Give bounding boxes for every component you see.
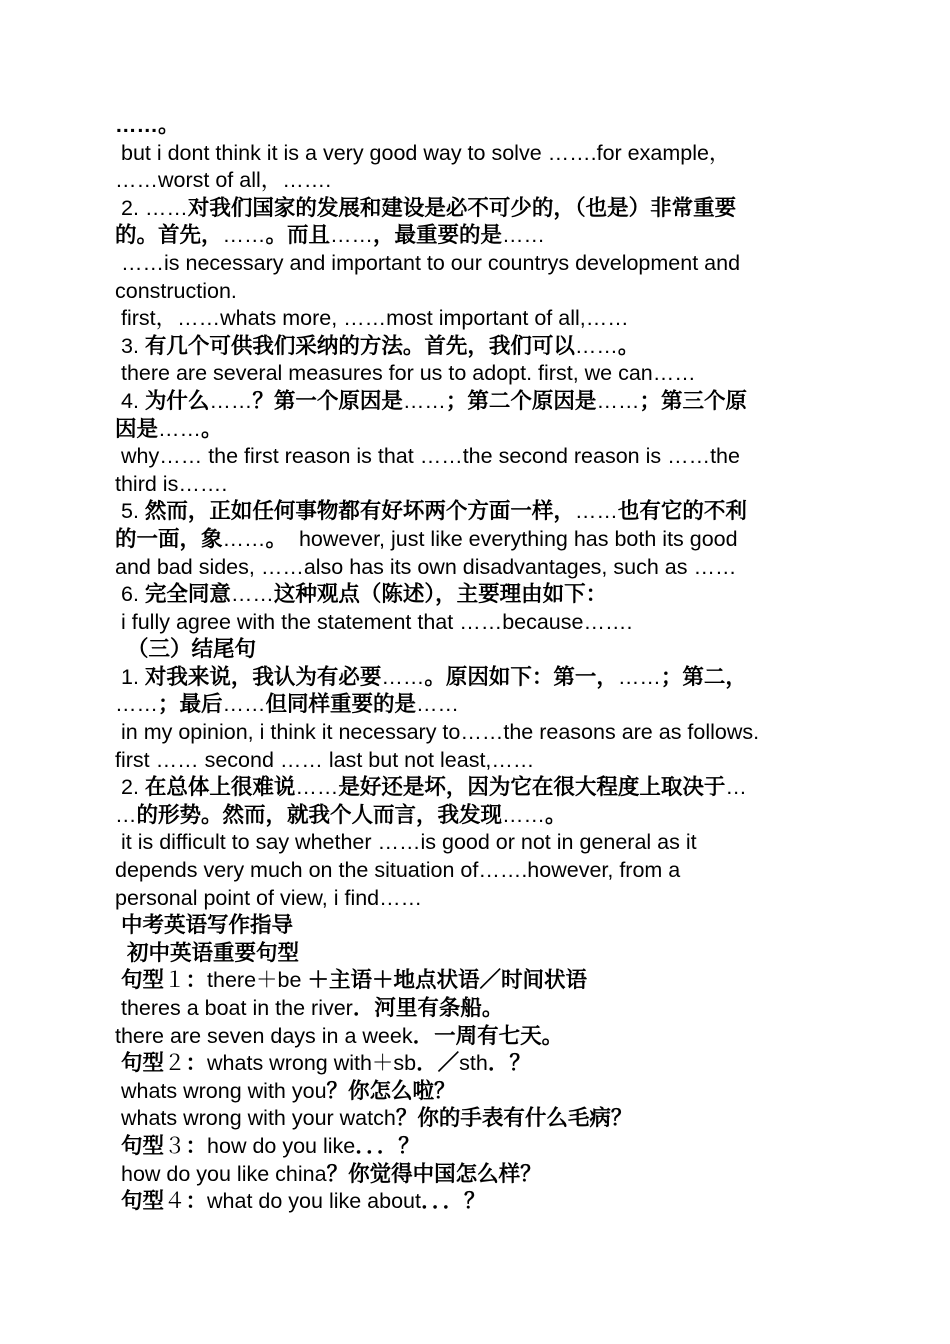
text-line	[115, 1133, 840, 1161]
text-line	[115, 554, 840, 582]
text-run: 中考英语写作指导	[115, 913, 293, 938]
text-run: whats wrong with you	[115, 1078, 327, 1103]
text-run: ……	[596, 388, 640, 413]
text-line	[115, 167, 840, 195]
text-run: ……	[416, 692, 460, 717]
text-run: 6.	[115, 582, 145, 607]
text-run: 的形势。然而，就我个人而言，我发现	[136, 802, 503, 827]
text-line	[115, 1050, 840, 1078]
text-run: ……	[617, 664, 661, 689]
text-run: 。而且	[265, 223, 331, 248]
text-run: ：	[185, 968, 208, 993]
text-run: ……	[574, 499, 618, 524]
text-run: 句型	[115, 1051, 164, 1076]
text-run: how do you like	[207, 1133, 356, 1158]
text-run: ……	[222, 692, 266, 717]
text-line	[115, 140, 840, 168]
text-run: 。	[617, 333, 640, 358]
text-run: why…… the first reason is that ……the second reason is ……the	[115, 444, 740, 469]
text-run: 但同样重要的是	[265, 692, 417, 717]
text-line	[115, 1188, 840, 1216]
text-run: 1.	[115, 664, 145, 689]
text-line	[115, 912, 840, 940]
text-line	[115, 1161, 840, 1189]
text-run: ４	[164, 1189, 186, 1214]
text-line	[115, 967, 840, 995]
text-run: 完全同意	[144, 582, 231, 607]
text-line	[115, 664, 840, 692]
text-line	[115, 885, 840, 913]
text-run: ……	[230, 582, 274, 607]
text-line	[115, 195, 840, 223]
text-run: ：	[185, 1133, 208, 1158]
text-run: there are seven days in a week	[115, 1023, 413, 1048]
text-run: 为什么	[144, 388, 210, 413]
text-run: how do you like china	[115, 1161, 327, 1186]
text-line	[115, 1105, 840, 1133]
text-run: however, just like everything has both its good	[287, 526, 738, 551]
text-run: ．．．？	[420, 1189, 486, 1214]
text-run: in my opinion, i think it necessary to……the reasons are as follows.	[115, 720, 760, 745]
text-run: 对我们国家的发展和建设是必不可少的，（也是）非常重要	[187, 195, 737, 220]
text-run: 句型	[115, 1189, 164, 1214]
text-run: third is…….	[115, 471, 228, 496]
text-run: 然而，正如任何事物都有好坏两个方面一样，	[144, 499, 575, 524]
text-run: 3.	[115, 333, 145, 358]
text-run: 。	[201, 416, 223, 441]
text-run: ．．．？	[355, 1133, 420, 1158]
text-run: 也有它的不利	[617, 499, 747, 524]
text-run: theres a boat in the river	[115, 996, 353, 1020]
text-run: it is difficult to say whether ……is good or not in general as it	[115, 830, 697, 855]
text-run: ．河里有条船。	[352, 996, 504, 1020]
text-run: first，……whats more, ……most important of all,……	[115, 306, 629, 331]
text-run: 是好还是坏，因为它在很大程度上取决于	[338, 775, 726, 800]
text-line	[115, 471, 840, 499]
text-run: ；最后	[158, 692, 223, 717]
text-line	[115, 250, 840, 278]
text-run: there are several measures for us to adopt. first, we can……	[115, 361, 696, 386]
text-run: 句型	[115, 1133, 164, 1158]
text-run: 2. ……	[115, 195, 188, 220]
text-line	[115, 498, 840, 526]
text-line	[115, 691, 840, 719]
text-run: ？你觉得中国怎么样？	[326, 1161, 542, 1186]
text-run: ……	[115, 692, 158, 717]
text-run: …	[115, 802, 137, 827]
text-run: ……	[222, 223, 266, 248]
text-run: ．／	[416, 1051, 460, 1076]
text-line	[115, 278, 840, 306]
text-run: ……worst of all，…….	[115, 168, 332, 193]
text-line	[115, 112, 840, 140]
text-run: sth	[459, 1051, 488, 1076]
text-run: 对我来说，我认为有必要	[144, 664, 382, 689]
text-run: ……	[502, 223, 546, 248]
text-run: ．？	[487, 1051, 531, 1076]
text-run: construction.	[115, 278, 237, 303]
text-run: ：	[185, 1051, 208, 1076]
text-line	[115, 609, 840, 637]
text-run: 。	[265, 526, 288, 551]
text-run: 。	[545, 802, 567, 827]
text-run: 4.	[115, 388, 145, 413]
text-run: 句型	[115, 968, 164, 993]
text-run: ……	[502, 802, 546, 827]
text-run: whats wrong with your watch	[115, 1106, 396, 1131]
text-run: i fully agree with the statement that ……because…….	[115, 609, 633, 634]
text-run: depends very much on the situation of…….however, from a	[115, 858, 681, 883]
text-run: what do you like about	[207, 1189, 421, 1214]
text-run: 2.	[115, 775, 145, 800]
text-run: 。原因如下：第一，	[424, 664, 618, 689]
text-run: （三）结尾句	[115, 637, 256, 662]
text-run: ……。	[115, 113, 180, 137]
text-run: …	[725, 775, 747, 800]
text-run: 因是	[115, 416, 159, 441]
text-run: personal point of view, i find……	[115, 885, 423, 910]
text-run: ；第二个原因是	[445, 388, 597, 413]
text-run: ……	[330, 223, 374, 248]
text-line	[115, 1023, 840, 1051]
text-run: there＋be	[207, 968, 308, 993]
text-line	[115, 416, 840, 444]
text-run: ；第三个原	[639, 388, 747, 413]
text-run: 有几个可供我们采纳的方法。首先，我们可以	[144, 333, 575, 358]
text-run: 的一面，象	[115, 526, 223, 551]
text-run: ……	[402, 388, 446, 413]
text-run: ３	[164, 1133, 186, 1158]
text-run: first …… second …… last but not least,……	[115, 747, 535, 772]
text-run: ……	[158, 416, 202, 441]
text-line	[115, 829, 840, 857]
text-run: ……	[295, 775, 339, 800]
text-line	[115, 774, 840, 802]
text-line	[115, 636, 840, 664]
text-run: ？你怎么啦？	[326, 1078, 456, 1103]
text-line	[115, 802, 840, 830]
text-run: ．一周有七天。	[412, 1023, 564, 1048]
text-line	[115, 747, 840, 775]
text-line	[115, 305, 840, 333]
text-run: 初中英语重要句型	[115, 940, 299, 965]
text-line	[115, 360, 840, 388]
text-run: ；第二，	[660, 664, 747, 689]
text-line	[115, 222, 840, 250]
text-run: ……	[209, 388, 253, 413]
text-run: ：	[185, 1189, 208, 1214]
text-run: ……	[381, 664, 425, 689]
text-line	[115, 857, 840, 885]
text-run: ……	[222, 526, 266, 551]
text-run: ……is necessary and important to our countrys development and	[115, 250, 741, 275]
text-run: whats wrong with＋sb	[207, 1051, 417, 1076]
text-run: 的。首先，	[115, 223, 223, 248]
text-line	[115, 443, 840, 471]
text-run: and bad sides, ……also has its own disadvantages, such as ……	[115, 554, 737, 579]
text-line	[115, 719, 840, 747]
text-run: ？第一个原因是	[252, 388, 403, 413]
text-line	[115, 333, 840, 361]
text-run: ……	[574, 333, 618, 358]
text-run: １	[164, 968, 186, 993]
text-run: ２	[164, 1051, 186, 1076]
text-line	[115, 995, 840, 1023]
text-line	[115, 1078, 840, 1106]
text-run: but i dont think it is a very good way to solve …….for example，	[115, 140, 731, 165]
text-run: ＋主语＋地点状语／时间状语	[307, 968, 587, 993]
text-line	[115, 388, 840, 416]
text-line	[115, 940, 840, 968]
document-body	[115, 112, 840, 1216]
text-run: ，最重要的是	[373, 223, 503, 248]
text-run: 5.	[115, 499, 145, 524]
text-run: 在总体上很难说	[144, 775, 296, 800]
text-line	[115, 526, 840, 554]
text-line	[115, 581, 840, 609]
text-run: 这种观点（陈述），主要理由如下：	[273, 582, 608, 607]
text-run: ？你的手表有什么毛病？	[395, 1106, 633, 1131]
